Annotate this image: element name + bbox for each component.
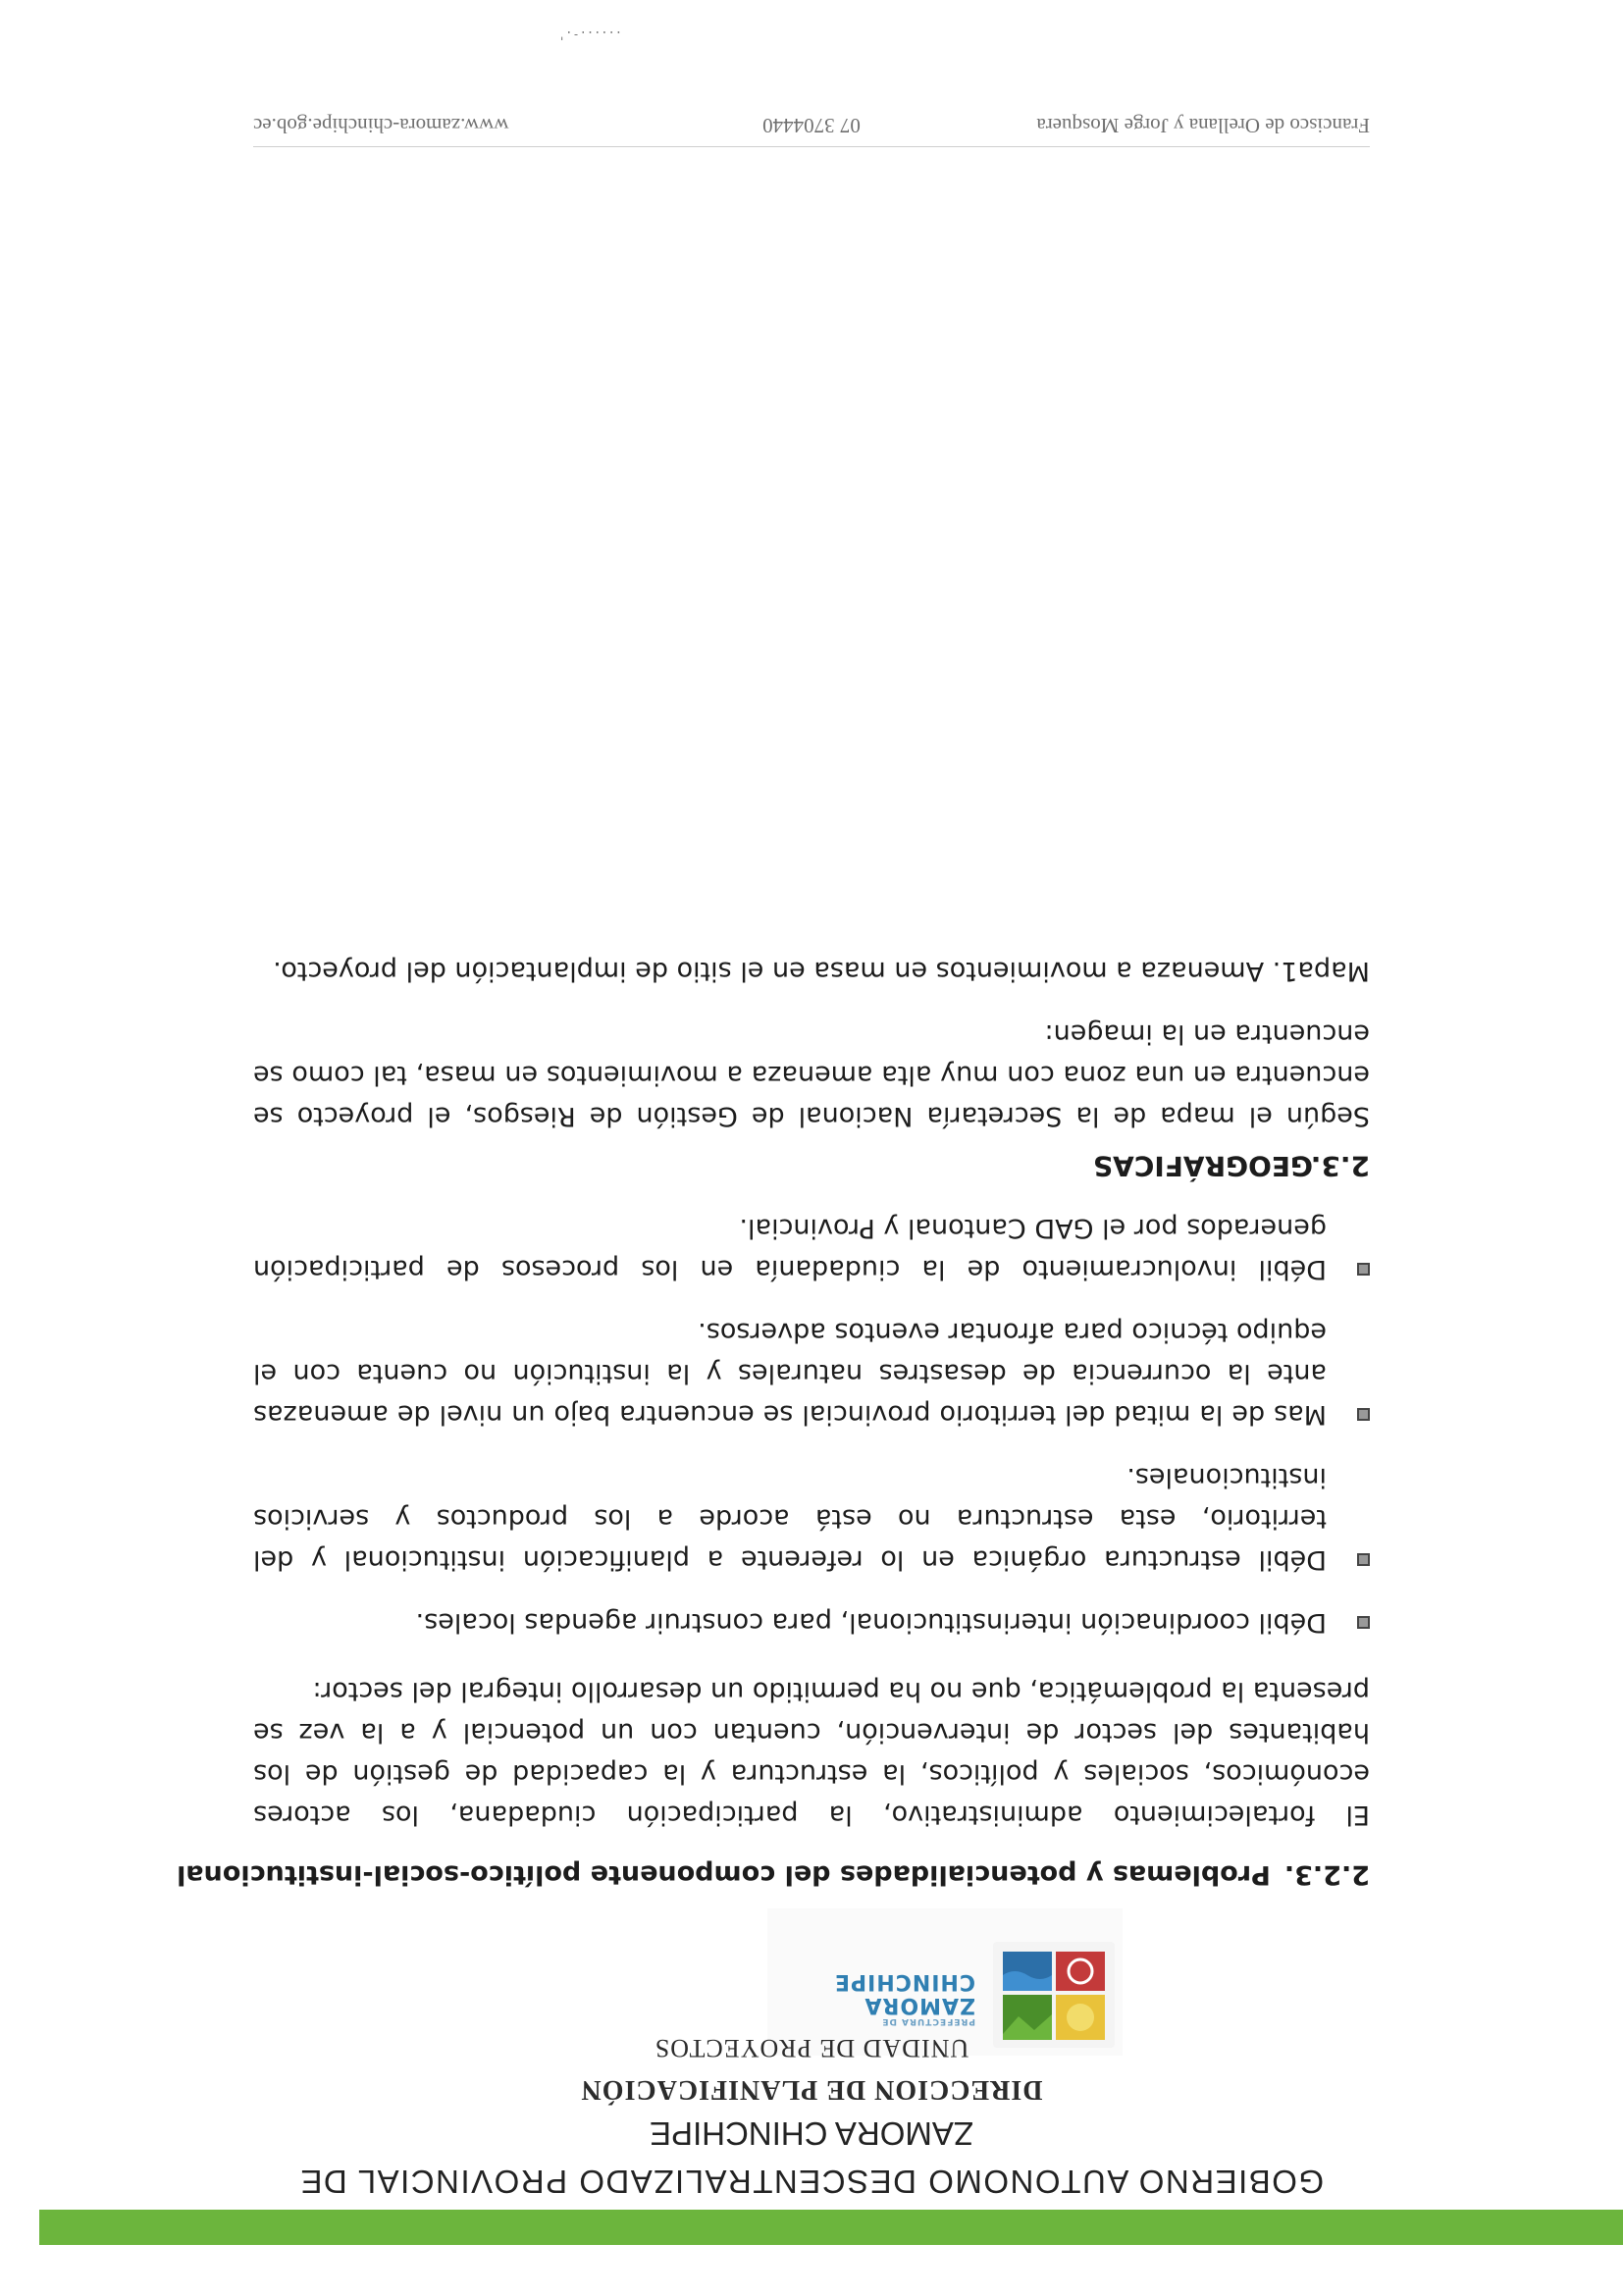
problems-list (253, 1207, 1370, 1643)
geographic-paragraph: Según el mapa de la Secretaría Nacional de Gestión de Riesgos, el proyecto se encuentra en una zona con muy alta amenaza a movimientos en masa, tal como se encuentra en la imagen: (253, 1018, 1370, 1131)
list-item-text: Débil estructura orgánica en lo referente a planificación institucional y del territorio, esta estructura no está acorde a los productos y servicios institucionales. (253, 1462, 1327, 1575)
list-item-text: Mas de la mitad del territorio provincial se encuentra bajo un nivel de amenazas ante la ocurrencia de desastres naturales y la institución no cuenta con el equipo técnico para afrontar eventos adversos. (253, 1317, 1327, 1430)
list-item (253, 1311, 1370, 1435)
header-direction: DIRECCION DE PLANIFICACIÓN (580, 2074, 1043, 2105)
square-bullet-icon (1357, 1408, 1370, 1421)
footer-address: Francisco de Orellana y Jorge Mosquera (1036, 114, 1370, 137)
list-item-text: Débil involucramiento de la ciudadanía en los procesos de participación generados por el GAD Cantonal y Provincial. (253, 1213, 1327, 1284)
list-item (253, 1456, 1370, 1580)
scan-artifact-mark: ......-.' (557, 28, 622, 42)
logo-name-line1: ZAMORA (864, 1993, 975, 2017)
page-footer (253, 108, 1370, 137)
logo-name-line2: CHINCHIPE (833, 1969, 975, 1994)
header-institution: GOBIERNO AUTONOMO DESCENTRALIZADO PROVINCIAL DE (298, 2164, 1325, 2200)
square-bullet-icon (1357, 1553, 1370, 1566)
header-unit: UNIDAD DE PROYECTOS (654, 2034, 969, 2062)
footer-divider (253, 146, 1370, 147)
footer-phone: 07 3704440 (762, 114, 861, 137)
logo-wordmark (834, 1969, 975, 2026)
square-bullet-icon (1357, 1616, 1370, 1629)
footer-website: www.zamora-chinchipe.gob.ec (253, 114, 509, 137)
list-item-text: Débil coordinación interinstitucional, para construir agendas locales. (415, 1607, 1327, 1638)
section-heading-2-2-3 (177, 1854, 1370, 1894)
main-content (177, 950, 1370, 1894)
section-title: GEOGRÁFICAS (1092, 1150, 1313, 1182)
section-heading-2-3 (253, 1146, 1370, 1185)
section-title: Problemas y potencialidades del componente político-social-institucional (177, 1859, 1271, 1890)
header-accent-bar (39, 2210, 1623, 2245)
list-item (253, 1207, 1370, 1289)
header-province: ZAMORA CHINCHIPE (649, 2115, 974, 2152)
section-intro-paragraph: El fortalecimiento administrativo, la participación ciudadana, los actores económicos, sociales y políticos, la estructura y la capacidad de gestión de los habitantes del sector de intervención, cuentan con un potencial y a la vez se presenta la problemática, que no ha permitido un desarrollo integral del sector: (253, 1676, 1370, 1830)
logo-small-text: PREFECTURA DE (881, 2016, 975, 2026)
map-caption: Mapa1. Amenaza a movimientos en masa en el sitio de implantación del proyecto. (273, 956, 1370, 986)
section-number: 2.3. (1310, 1150, 1370, 1182)
section-number: 2.2.3. (1283, 1859, 1370, 1890)
square-bullet-icon (1357, 1263, 1370, 1276)
list-item (253, 1601, 1370, 1643)
